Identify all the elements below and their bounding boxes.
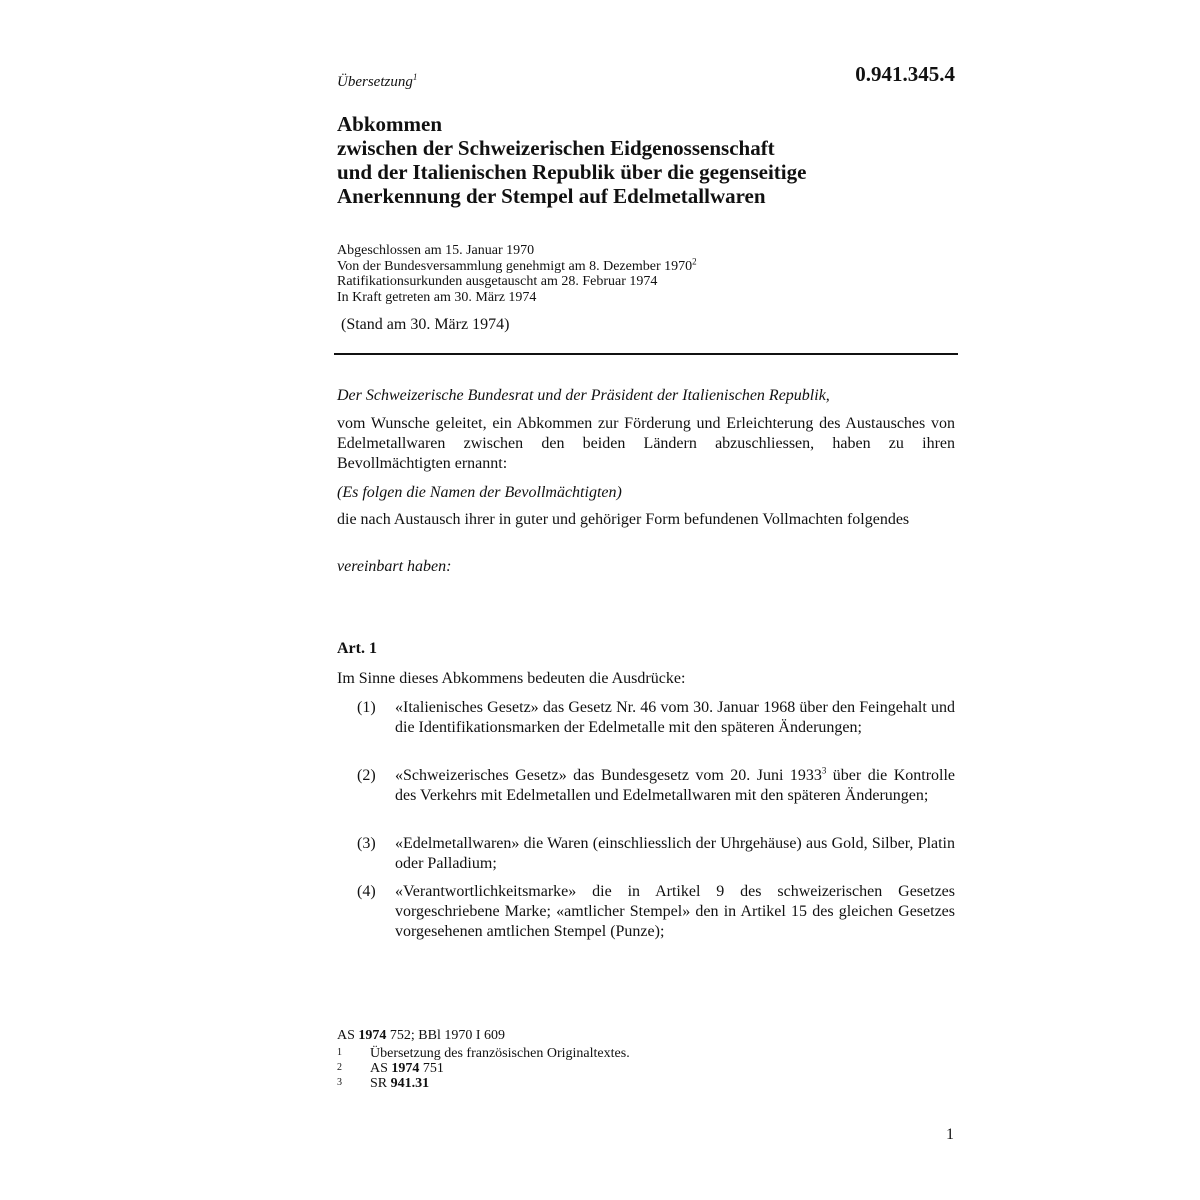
horizontal-rule xyxy=(334,353,958,355)
footnote-number: 3 xyxy=(337,1077,342,1088)
title-line: Anerkennung der Stempel auf Edelmetallwaren xyxy=(337,184,766,208)
footnote-text: SR 941.31 xyxy=(370,1076,430,1091)
title-line: Abkommen xyxy=(337,112,443,136)
approved-date: Von der Bundesversammlung genehmigt am 8. Dezember 1970$^2$ xyxy=(337,255,697,274)
concluded-date: Abgeschlossen am 15. Januar 1970 xyxy=(337,243,535,258)
item-text: «Edelmetallwaren» die Waren (einschliesslich der Uhrgehäuse) aus Gold, Silber, Platin oder Palladium; xyxy=(395,835,955,872)
item-number: (3) xyxy=(357,835,376,852)
item-text: «Italienisches Gesetz» das Gesetz Nr. 46 vom 30. Januar 1968 über den Feingehalt und die Identifikationsmarken der Edelmetalle mit den späteren Änderungen; xyxy=(395,699,955,736)
preamble-plenipotentiaries: (Es folgen die Namen der Bevollmächtigten) xyxy=(337,484,622,501)
sr-number: 0.941.345.4 xyxy=(855,62,955,86)
item-text: «Verantwortlichkeitsmarke» die in Artikel 9 des schweizerischen Gesetzes vorgeschriebene Marke; «amtlicher Stempel» den in Artikel 15 des gleichen Gesetzes vorgesehenen amtlichen Stempel (Punze); xyxy=(395,883,955,940)
preamble-parties: Der Schweizerische Bundesrat und der Präsident der Italienischen Republik, xyxy=(337,387,830,404)
source-reference: AS 1974 752; BBl 1970 I 609 xyxy=(337,1028,506,1043)
preamble-intent: vom Wunsche geleitet, ein Abkommen zur Förderung und Erleichterung des Austausches von Edelmetallwaren zwischen den beiden Ländern abzuschliessen, haben zu ihren Bevollmächtigten ernannt: xyxy=(337,415,955,472)
title-line: zwischen der Schweizerischen Eidgenossenschaft xyxy=(337,136,775,160)
footnote-text: Übersetzung des französischen Originaltextes. xyxy=(370,1046,630,1061)
item-text: «Schweizerisches Gesetz» das Bundesgesetz vom 20. Juni 1933$^3$ über die Kontrolle des Verkehrs mit Edelmetallen und Edelmetallwaren mit den späteren Änderungen; xyxy=(395,765,956,804)
footnote-ref-3[interactable]: 3 xyxy=(821,765,827,776)
item-number: (1) xyxy=(357,699,376,716)
article-heading: Art. 1 xyxy=(337,640,377,657)
preamble-exchange: die nach Austausch ihrer in guter und gehöriger Form befundenen Vollmachten folgendes xyxy=(337,511,910,528)
footnotes xyxy=(337,1028,630,1091)
footnote-ref-1[interactable]: 1 xyxy=(412,72,418,82)
footnote-number: 1 xyxy=(337,1047,342,1058)
document-metadata xyxy=(337,243,957,305)
footnote-1 xyxy=(337,1046,630,1061)
ratified-date: Ratifikationsurkunden ausgetauscht am 28. Februar 1974 xyxy=(337,274,658,289)
status-date: (Stand am 30. März 1974) xyxy=(341,316,510,333)
document-title xyxy=(337,112,957,208)
footnote-3 xyxy=(337,1076,505,1091)
footnote-text: AS 1974 751 xyxy=(370,1061,444,1076)
item-number: (2) xyxy=(357,767,376,784)
in-force-date: In Kraft getreten am 30. März 1974 xyxy=(337,289,537,305)
item-number: (4) xyxy=(357,883,376,900)
footnote-2 xyxy=(337,1061,505,1076)
footnote-number: 2 xyxy=(337,1062,342,1073)
page-number: 1 xyxy=(946,1126,954,1143)
preamble-agreed: vereinbart haben: xyxy=(337,558,452,575)
title-line: und der Italienischen Republik über die gegenseitige xyxy=(337,160,807,184)
article-intro: Im Sinne dieses Abkommens bedeuten die Ausdrücke: xyxy=(337,670,686,687)
footnote-ref-2[interactable]: 2 xyxy=(692,255,697,266)
translation-label: Übersetzung$^1$ xyxy=(337,72,418,90)
